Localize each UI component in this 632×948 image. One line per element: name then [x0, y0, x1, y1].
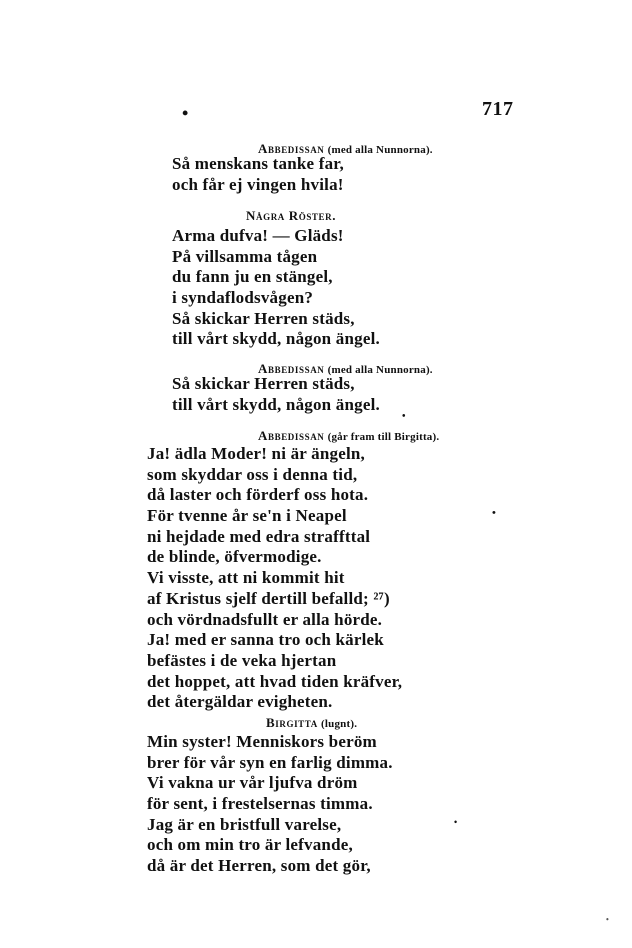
verse-line: På villsamma tågen — [172, 246, 318, 266]
verse-line: du fann ju en stängel, — [172, 267, 333, 287]
verse-block — [172, 226, 380, 350]
verse-line: brer för vår syn en farlig dimma. — [147, 752, 393, 772]
verse-line: Min syster! Menniskors beröm — [147, 732, 377, 751]
speaker-name: Birgitta — [266, 715, 318, 730]
speaker-name: Abbedissan — [258, 361, 325, 376]
verse-line: Vi vakna ur vår ljufva dröm — [147, 773, 358, 793]
verse-line: till vårt skydd, någon ängel. — [172, 394, 380, 414]
verse-line: och vördnadsfullt er alla hörde. — [147, 609, 383, 629]
stage-direction: (lugnt). — [321, 718, 358, 730]
verse-line: Arma dufva! — Gläds! — [172, 226, 344, 245]
stage-direction: (går fram till Birgitta). — [327, 431, 440, 443]
verse-line: För tvenne år se'n i Neapel — [147, 506, 347, 526]
verse-block — [147, 732, 393, 877]
verse-line: af Kristus sjelf dertill befalld; ²⁷) — [147, 588, 390, 608]
verse-line: till vårt skydd, någon ängel. — [172, 329, 380, 349]
verse-line: det hoppet, att hvad tiden kräfver, — [147, 671, 403, 691]
verse-line: i syndaflodsvågen? — [172, 288, 314, 308]
bottom-corner-mark: • — [606, 915, 609, 924]
speaker-heading — [246, 208, 336, 224]
verse-line: befästes i de veka hjertan — [147, 650, 337, 670]
verse-block — [172, 154, 344, 195]
verse-line: då laster och förderf oss hota. — [147, 485, 369, 505]
top-dot-mark: • — [182, 103, 189, 123]
verse-block — [147, 444, 402, 713]
page-number: 717 — [482, 98, 514, 120]
verse-block — [172, 374, 380, 415]
verse-line: de blinde, öfvermodige. — [147, 547, 322, 567]
speaker-heading — [258, 428, 439, 444]
margin-dot-mark: • — [402, 411, 406, 422]
verse-line: Ja! ädla Moder! ni är ängeln, — [147, 444, 365, 463]
verse-line: Så skickar Herren städs, — [172, 308, 355, 328]
verse-line: Så menskans tanke far, — [172, 154, 344, 173]
verse-line: som skyddar oss i denna tid, — [147, 464, 358, 484]
speaker-name: Abbedissan — [258, 428, 325, 443]
verse-line: då är det Herren, som det gör, — [147, 856, 371, 876]
speaker-heading — [266, 715, 357, 731]
stage-direction: (med alla Nunnorna). — [327, 144, 433, 156]
verse-line: Vi visste, att ni kommit hit — [147, 568, 345, 588]
stage-direction: (med alla Nunnorna). — [327, 364, 433, 376]
verse-line: det återgäldar evigheten. — [147, 692, 333, 712]
verse-line: för sent, i frestelsernas timma. — [147, 794, 373, 814]
verse-line: ni hejdade med edra straffttal — [147, 526, 371, 546]
speaker-name: Abbedissan — [258, 141, 325, 156]
verse-line: och får ej vingen hvila! — [172, 174, 344, 194]
verse-line: Ja! med er sanna tro och kärlek — [147, 630, 384, 650]
verse-line: Så skickar Herren städs, — [172, 374, 355, 393]
verse-line: och om min tro är lefvande, — [147, 835, 353, 855]
margin-dot-mark: • — [492, 507, 496, 519]
speaker-name: Några Röster. — [246, 208, 337, 223]
verse-line: Jag är en bristfull varelse, — [147, 814, 342, 834]
margin-dot-mark: • — [454, 817, 458, 827]
